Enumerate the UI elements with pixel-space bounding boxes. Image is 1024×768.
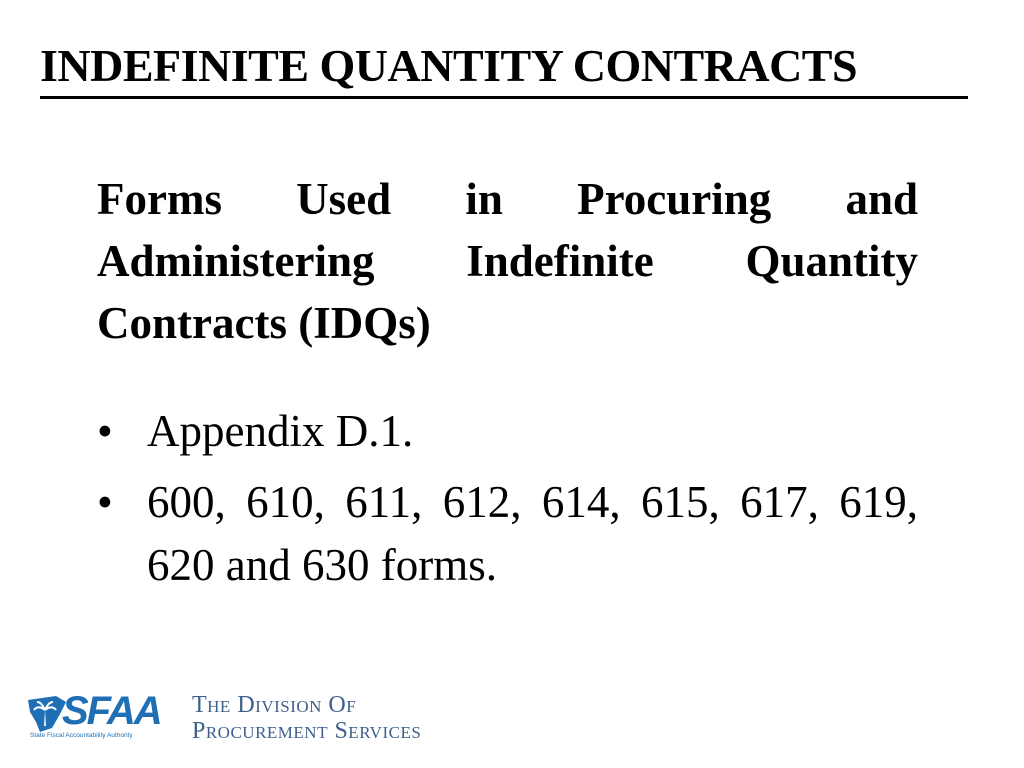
slide-title: INDEFINITE QUANTITY CONTRACTS xyxy=(40,38,968,99)
bullet-item-appendix xyxy=(97,400,918,463)
bullet-text-appendix: Appendix D.1. xyxy=(147,406,414,456)
bullet-list xyxy=(97,400,918,605)
bullet-icon: • xyxy=(97,406,113,456)
division-line-1: The Division Of xyxy=(192,692,357,718)
bullet-item-forms xyxy=(97,471,918,597)
footer-logo xyxy=(26,688,486,750)
bullet-icon: • xyxy=(97,477,113,527)
bullet-text-forms: 600, 610, 611, 612, 614, 615, 617, 619, 620 and 630 forms. xyxy=(147,477,918,590)
sfaa-logo-tagline: State Fiscal Accountability Authority xyxy=(30,732,133,739)
sfaa-logo-text: SFAA xyxy=(62,689,161,733)
division-line-2: Procurement Services xyxy=(192,718,422,744)
slide-subtitle: Forms Used in Procuring and Administering Indefinite Quantity Contracts (IDQs) xyxy=(97,174,918,348)
division-name xyxy=(192,692,421,744)
